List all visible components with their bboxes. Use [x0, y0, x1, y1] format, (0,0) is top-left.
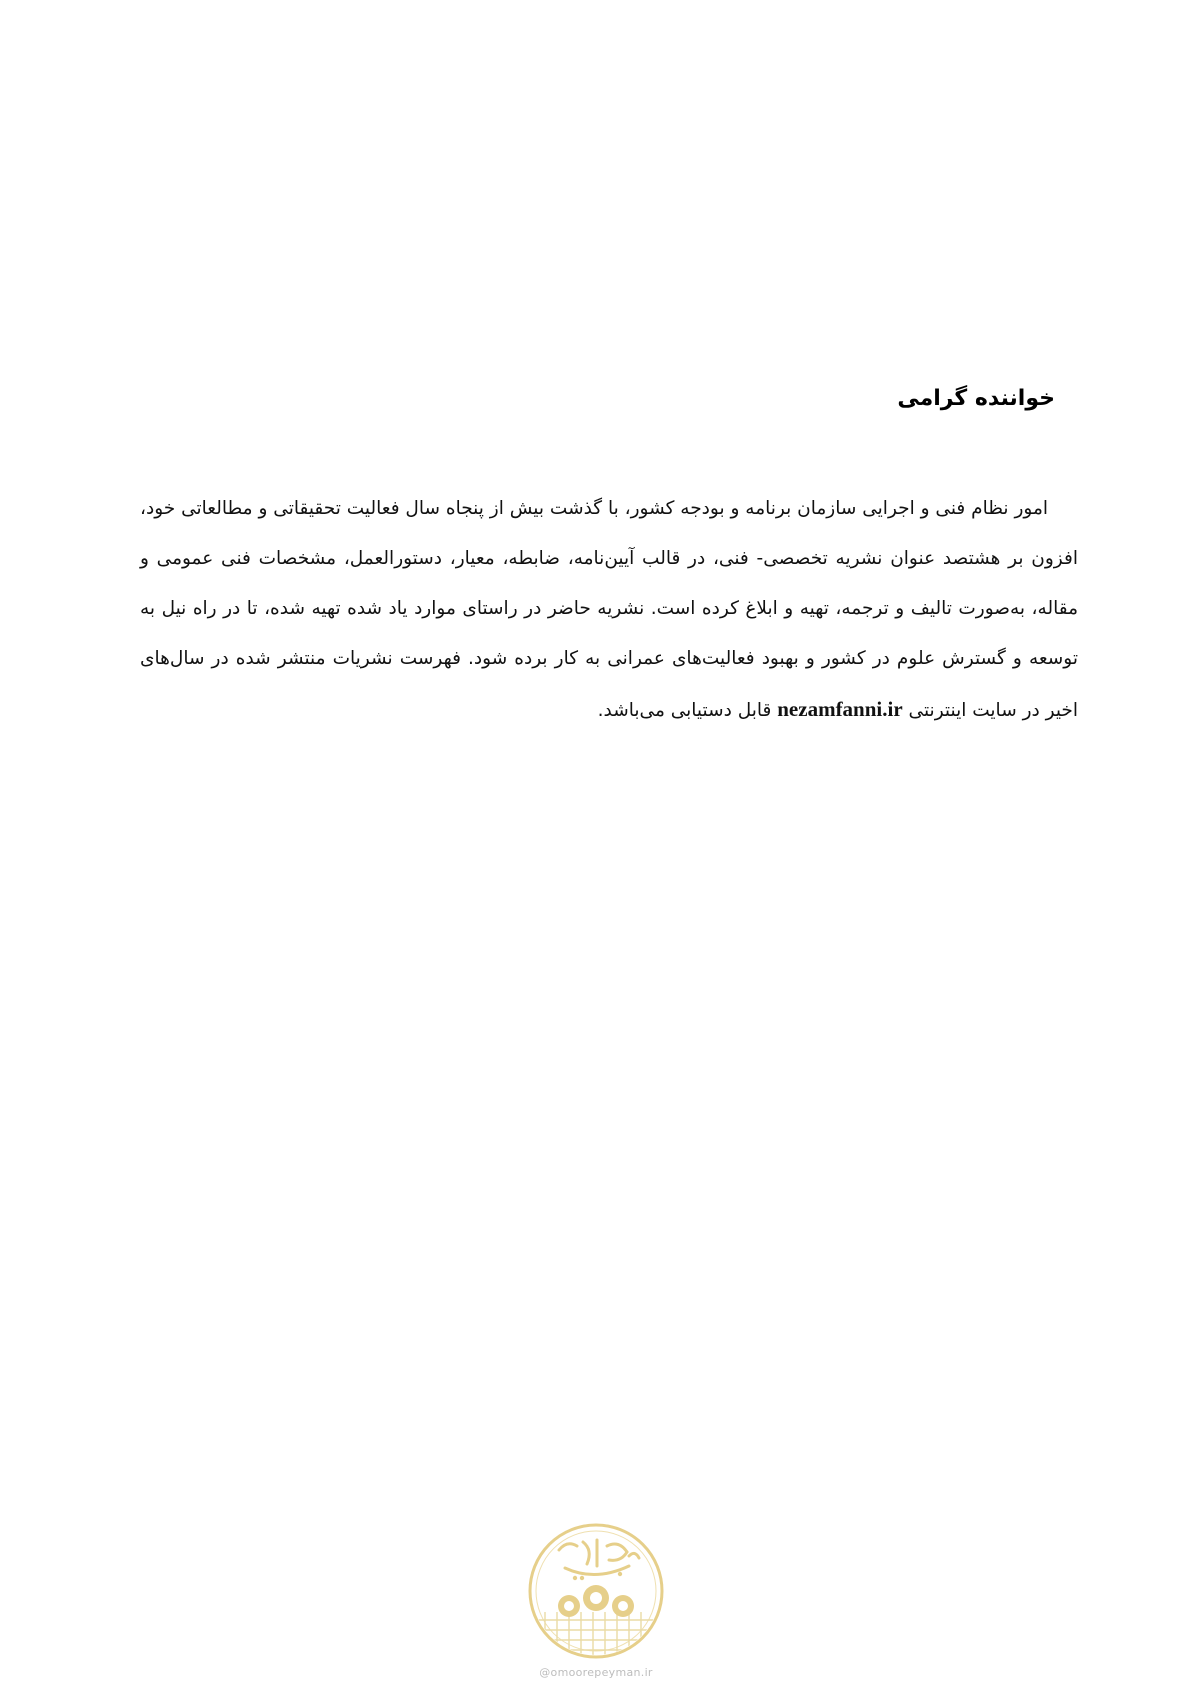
intro-paragraph — [140, 484, 1078, 736]
paragraph-ending: قابل دستیابی می‌باشد. — [597, 700, 772, 721]
paragraph-text: امور نظام فنی و اجرایی سازمان برنامه و بودجه کشور، با گذشت بیش از پنجاه سال فعالیت تحقیقاتی و مطالعاتی خود، افزون بر هشتصد عنوان نشریه تخصصی- فنی، در قالب آیین‌نامه، ضابطه، معیار، دستورالعمل، مشخصات فنی عمومی و مقاله، به‌صورت تالیف و ترجمه، تهیه و ابلاغ کرده است. نشریه حاضر در راستای موارد یاد شده تهیه شده، تا در راه نیل به توسعه و گسترش علوم در کشور و بهبود فعالیت‌های عمرانی به کار برده شود. فهرست نشریات منتشر شده در سال‌های اخیر در سایت اینترنتی — [140, 498, 1078, 721]
watermark-handle: @omoorepeyman.ir — [539, 1666, 653, 1679]
omoorepeyman-logo-icon — [525, 1520, 667, 1662]
website-link-text: nezamfanni.ir — [777, 697, 903, 721]
page-title: خواننده گرامی — [897, 386, 1055, 411]
